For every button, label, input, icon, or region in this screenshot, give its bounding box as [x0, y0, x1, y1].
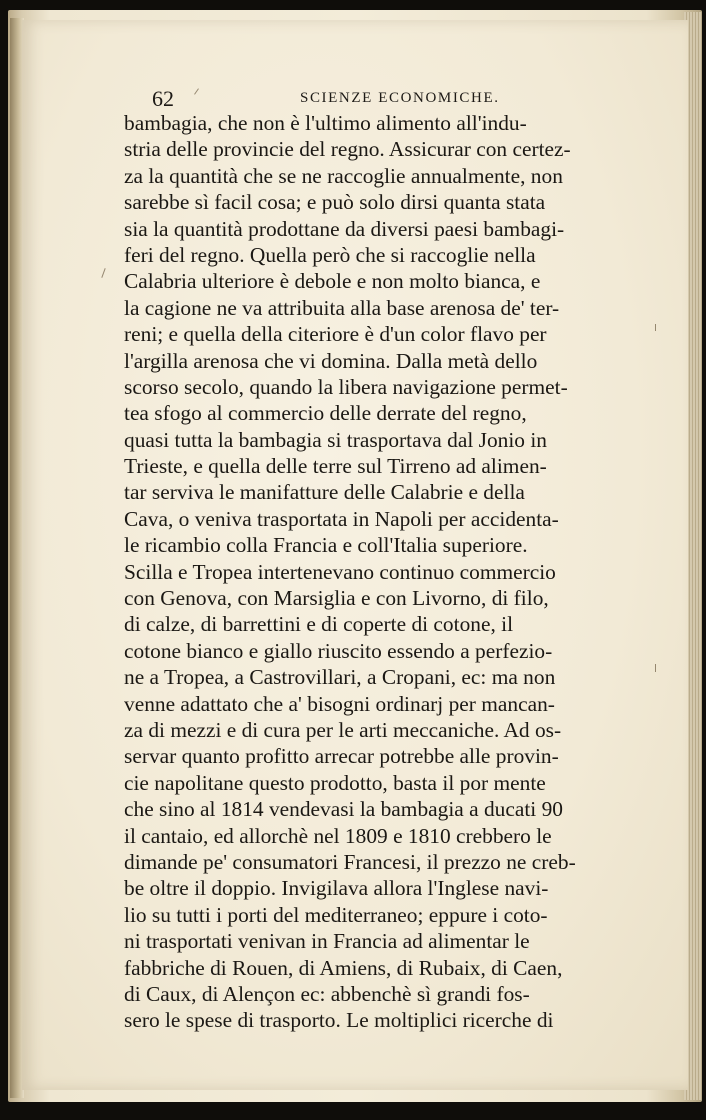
text-line: be oltre il doppio. Invigilava allora l'Inglese navi-: [124, 876, 549, 901]
text-line: sia la quantità prodottane da diversi paesi bambagi-: [124, 216, 565, 241]
text-line: za la quantità che se ne raccoglie annualmente, non: [124, 163, 563, 188]
text-line: za di mezzi e di cura per le arti meccaniche. Ad os-: [124, 717, 562, 742]
text-line: Scilla e Tropea intertenevano continuo commercio: [124, 559, 556, 584]
text-line: cie napolitane questo prodotto, basta il por mente: [124, 770, 546, 795]
text-line: Cava, o veniva trasportata in Napoli per accidenta-: [124, 506, 559, 531]
paper-speck: [655, 324, 656, 331]
text-line: feri del regno. Quella però che si raccoglie nella: [124, 242, 536, 267]
text-line: ne a Tropea, a Castrovillari, a Cropani, ec: ma non: [124, 665, 556, 690]
text-line: tea sfogo al commercio delle derrate del regno,: [124, 401, 527, 426]
text-line: con Genova, con Marsiglia e con Livorno, di filo,: [124, 586, 549, 611]
text-line: tar serviva le manifatture delle Calabrie e della: [124, 480, 525, 505]
text-line: bambagia, che non è l'ultimo alimento all'indu-: [124, 111, 527, 135]
text-line: lio su tutti i porti del mediterraneo; eppure i coto-: [124, 902, 548, 927]
text-line: sero le spese di trasporto. Le moltiplici ricerche di: [124, 1008, 554, 1033]
text-line: Calabria ulteriore è debole e non molto bianca, e: [124, 269, 541, 294]
text-line: sarebbe sì facil cosa; e può solo dirsi quanta stata: [124, 190, 546, 215]
body-text: [124, 110, 656, 1034]
text-line: stria delle provincie del regno. Assicurar con certez-: [124, 137, 571, 162]
text-line: il cantaio, ed allorchè nel 1809 e 1810 crebbero le: [124, 823, 552, 848]
text-line: dimande pe' consumatori Francesi, il prezzo ne creb-: [124, 849, 576, 874]
paper-speck: [655, 664, 656, 672]
text-line: l'argilla arenosa che vi domina. Dalla metà dello: [124, 348, 538, 373]
text-line: fabbriche di Rouen, di Amiens, di Rubaix, di Caen,: [124, 955, 563, 980]
text-line: di calze, di barrettini e di coperte di cotone, il: [124, 612, 514, 637]
text-line: cotone bianco e giallo riuscito essendo a perfezio-: [124, 638, 553, 663]
page-number: 62: [152, 86, 174, 111]
running-title: SCIENZE ECONOMICHE.: [300, 90, 500, 106]
text-line: le ricambio colla Francia e coll'Italia superiore.: [124, 533, 528, 558]
text-line: ni trasportati venivan in Francia ad alimentar le: [124, 929, 530, 954]
text-line: venne adattato che a' bisogni ordinarj per mancan-: [124, 691, 555, 716]
text-line: scorso secolo, quando la libera navigazione permet-: [124, 374, 568, 399]
text-line: quasi tutta la bambagia si trasportava dal Jonio in: [124, 427, 547, 452]
text-line: la cagione ne va attribuita alla base arenosa de' ter-: [124, 295, 560, 320]
text-line: servar quanto profitto arrecar potrebbe alle provin-: [124, 744, 559, 769]
text-line: che sino al 1814 vendevasi la bambagia a ducati 90: [124, 797, 563, 822]
text-line: reni; e quella della citeriore è d'un color flavo per: [124, 322, 547, 347]
text-line: Trieste, e quella delle terre sul Tirreno ad alimen-: [124, 454, 547, 479]
text-line: di Caux, di Alençon ec: abbenchè sì grandi fos-: [124, 981, 530, 1006]
